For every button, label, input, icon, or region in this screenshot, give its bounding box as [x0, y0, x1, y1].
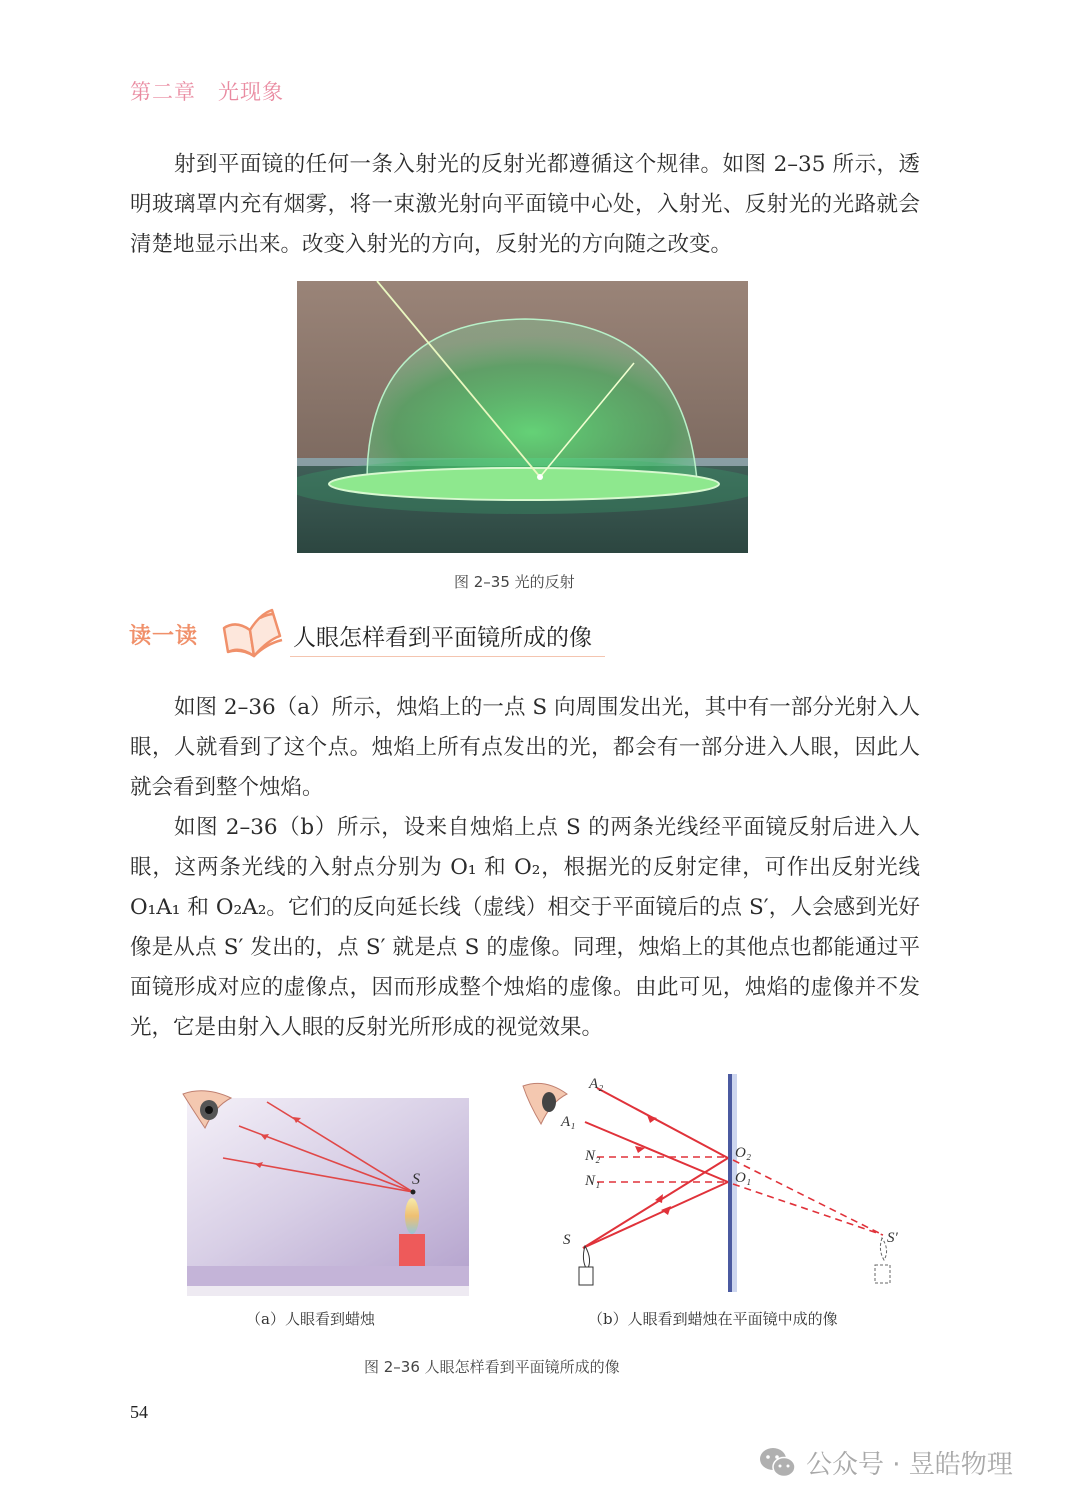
chapter-title: 光现象	[218, 80, 284, 104]
intro-paragraph: 射到平面镜的任何一条入射光的反射光都遵循这个规律。如图 2–35 所示，透明玻璃罩内充有烟雾，将一束激光射向平面镜中心处，入射光、反射光的光路就会清楚地显示出来。改变入射光的方向，反射光的方向随之改变。	[130, 152, 920, 257]
page-number: 54	[130, 1402, 148, 1422]
svg-text:A₁: A₁	[561, 1114, 576, 1130]
figure-236a	[175, 1080, 475, 1300]
reading-label: 读一读	[129, 624, 199, 649]
reading-title-underline	[290, 656, 605, 657]
virtual-candle-icon	[875, 1265, 890, 1283]
figure-236b-caption: （b）人眼看到蜡烛在平面镜中成的像	[588, 1310, 838, 1328]
open-book-icon	[220, 606, 286, 660]
reading-title: 人眼怎样看到平面镜所成的像	[293, 625, 592, 651]
figure-236-caption: 图 2–36 人眼怎样看到平面镜所成的像	[364, 1358, 620, 1376]
candle-icon	[579, 1267, 593, 1285]
figure-235-caption: 图 2–35 光的反射	[454, 573, 575, 591]
wechat-icon	[758, 1446, 798, 1480]
chapter-header	[130, 76, 284, 106]
chapter-number: 第二章	[130, 80, 196, 104]
svg-text:S′: S′	[887, 1230, 898, 1246]
svg-text:N₁: N₁	[585, 1173, 601, 1189]
point-s-label: S	[412, 1171, 420, 1188]
plane-mirror	[728, 1074, 732, 1292]
laser-reflection-photo	[297, 281, 748, 553]
svg-text:A₂: A₂	[589, 1076, 604, 1092]
svg-text:O₂: O₂	[735, 1145, 752, 1161]
figure-236b	[515, 1070, 910, 1295]
candle-icon	[399, 1234, 425, 1266]
svg-text:S: S	[563, 1232, 571, 1248]
watermark	[758, 1444, 1013, 1481]
svg-text:N₂: N₂	[585, 1148, 601, 1164]
svg-text:O₁: O₁	[735, 1170, 752, 1186]
paragraph-2: 如图 2–36（b）所示，设来自烛焰上点 S 的两条光线经平面镜反射后进入人眼，这两条光线的入射点分别为 O₁ 和 O₂，根据光的反射定律，可作出反射光线 O₁A₁ 和 O₂A₂。它们的反向延长线（虚线）相交于平面镜后的点 S′，人会感到光好像是从点 S′ 发出的，点 S′ 就是点 S 的虚像。同理，烛焰上的其他点也都能通过平面镜形成对应的虚像点，因而形成整个烛焰的虚像。由此可见，烛焰的虚像并不发光，它是由射入人眼的反射光所形成的视觉效果。	[130, 815, 920, 1040]
figure-236a-caption: （a）人眼看到蜡烛	[246, 1310, 375, 1328]
watermark-text: 公众号 · 昱皓物理	[806, 1450, 1013, 1480]
paragraph-1: 如图 2–36（a）所示，烛焰上的一点 S 向周围发出光，其中有一部分光射入人眼，人就看到了这个点。烛焰上所有点发出的光，都会有一部分进入人眼，因此人就会看到整个烛焰。	[130, 695, 920, 800]
